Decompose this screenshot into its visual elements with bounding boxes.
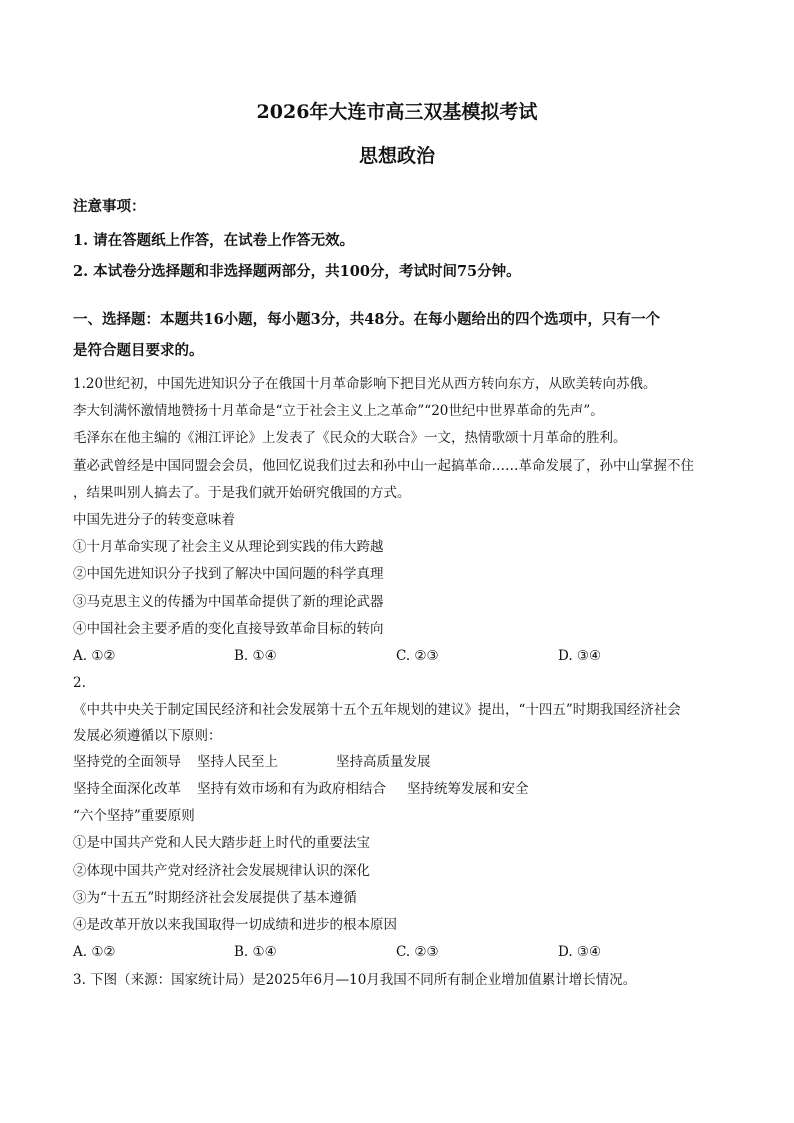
q2-principle-6: 坚持统筹发展和安全 (407, 781, 529, 797)
subject-title: 思想政治 (358, 145, 435, 167)
q2-statement-2: ②体现中国共产党对经济社会发展规律认识的深化 (73, 863, 370, 879)
q1-statement-4: ④中国社会主要矛盾的变化直接导致革命目标的转向 (73, 621, 384, 637)
q2-principle-5: 坚持有效市场和有为政府相结合 (197, 781, 386, 797)
q2-option-b: B. ①④ (234, 944, 277, 960)
section-heading-line-1: 一、选择题：本题共16小题，每小题3分，共48分。在每小题给出的四个选项中，只有一个 (73, 311, 660, 328)
q2-statement-1: ①是中国共产党和人民大踏步赶上时代的重要法宝 (73, 835, 370, 851)
q1-option-d: D. ③④ (558, 648, 602, 664)
q2-number: 2. (73, 675, 86, 691)
q1-statement-2: ②中国先进知识分子找到了解决中国问题的科学真理 (73, 566, 384, 582)
notice-heading: 注意事项： (73, 198, 146, 215)
q2-option-c: C. ②③ (396, 944, 439, 960)
exam-title: 2026年大连市高三双基模拟考试 (256, 101, 538, 123)
q2-stem-line-1: 《中共中央关于制定国民经济和社会发展第十五个五年规划的建议》提出，“十四五”时期我国经济社会 (73, 702, 681, 718)
q1-stem-line-2: 李大钊满怀激情地赞扬十月革命是“立于社会主义上之革命”“20世纪中世界革命的先声”。 (73, 403, 604, 419)
q1-statement-3: ③马克思主义的传播为中国革命提供了新的理论武器 (73, 594, 384, 610)
q2-principle-4: 坚持全面深化改革 (73, 781, 181, 797)
q2-principle-2: 坚持人民至上 (197, 754, 278, 770)
q1-stem-line-5: ，结果叫别人搞去了。于是我们就开始研究俄国的方式。 (73, 485, 411, 501)
q2-statement-4: ④是改革开放以来我国取得一切成绩和进步的根本原因 (73, 917, 397, 933)
q1-option-b: B. ①④ (234, 648, 277, 664)
q2-question: “六个坚持”重要原则 (73, 808, 195, 824)
q2-option-d: D. ③④ (558, 944, 602, 960)
q2-stem-line-2: 发展必须遵循以下原则： (73, 728, 222, 744)
q1-question: 中国先进分子的转变意味着 (73, 512, 235, 528)
q1-statement-1: ①十月革命实现了社会主义从理论到实践的伟大跨越 (73, 539, 384, 555)
notice-item-2: 2. 本试卷分选择题和非选择题两部分，共100分，考试时间75分钟。 (73, 263, 521, 280)
q2-statement-3: ③为“十五五”时期经济社会发展提供了基本遵循 (73, 890, 357, 906)
q1-option-c: C. ②③ (396, 648, 439, 664)
q1-stem-line-3: 毛泽东在他主编的《湘江评论》上发表了《民众的大联合》一文，热情歌颂十月革命的胜利。 (73, 430, 627, 446)
notice-item-1: 1. 请在答题纸上作答，在试卷上作答无效。 (73, 232, 355, 249)
q1-stem-line-4: 董必武曾经是中国同盟会会员，他回忆说我们过去和孙中山一起搞革命……革命发展了，孙中山掌握不住 (73, 458, 694, 474)
q3-stem: 3. 下图（来源：国家统计局）是2025年6月—10月我国不同所有制企业增加值累计增长情况。 (73, 972, 637, 988)
q2-option-a: A. ①② (73, 944, 116, 960)
section-heading-line-2: 是符合题目要求的。 (73, 342, 204, 359)
q2-principle-3: 坚持高质量发展 (336, 754, 431, 770)
q2-principle-1: 坚持党的全面领导 (73, 754, 181, 770)
q1-option-a: A. ①② (73, 648, 116, 664)
q1-stem-line-1: 1.20世纪初，中国先进知识分子在俄国十月革命影响下把目光从西方转向东方，从欧美转向苏俄。 (73, 376, 657, 392)
